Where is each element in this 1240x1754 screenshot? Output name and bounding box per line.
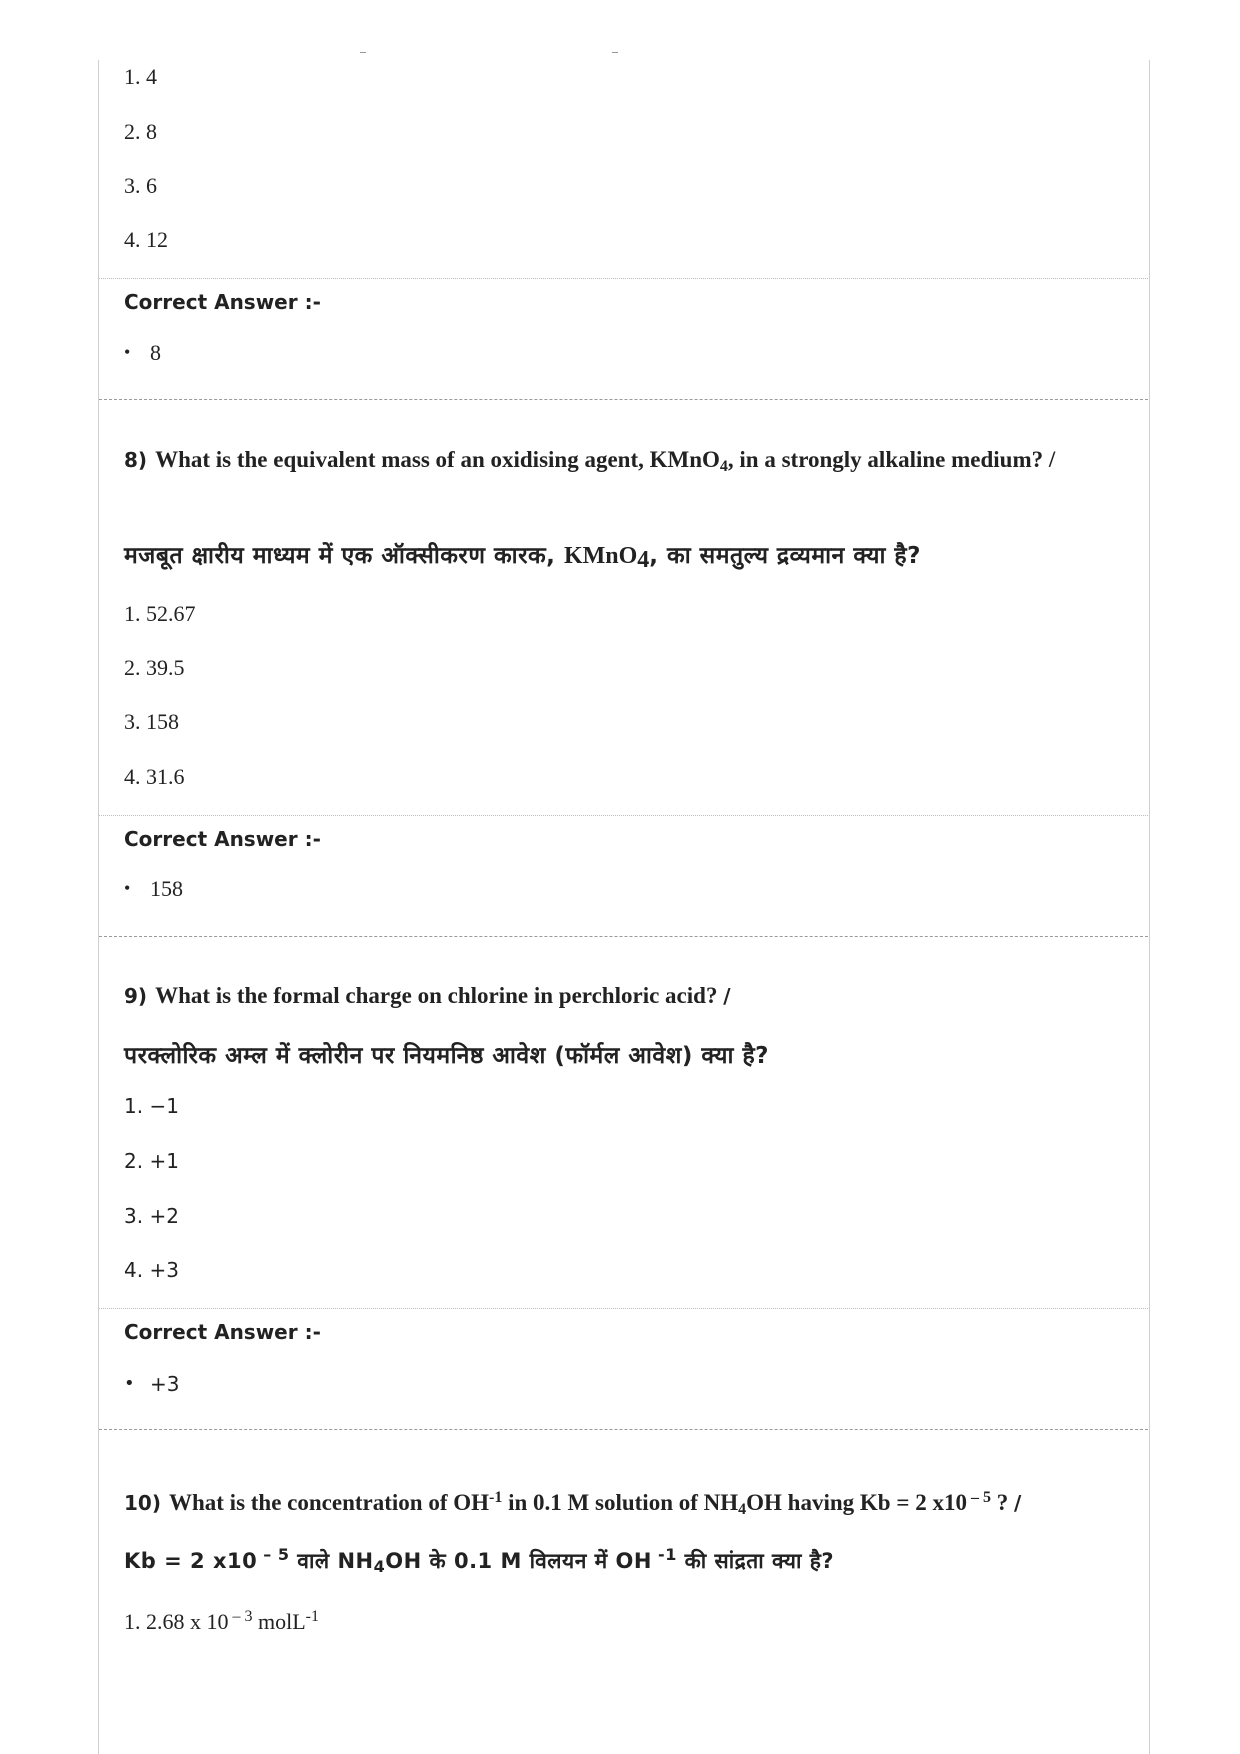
q9-option-1: 1. −1 [124,1094,179,1118]
bullet-icon: • [124,342,131,362]
q8-correct-answer-label: Correct Answer :- [124,827,321,851]
q8-option-4: 4. 31.6 [124,764,185,789]
q7-option-1: 1. 4 [124,64,157,89]
q10-option-1: 1. 2.68 x 10 $^{- 3}$ molL$^{-1}$ [124,1608,319,1634]
q9-option-2: 2. +1 [124,1149,179,1173]
q9-option-3: 3. +2 [124,1204,179,1228]
q7-option-4: 4. 12 [124,227,168,252]
q7-correct-answer-label: Correct Answer :- [124,290,321,314]
q9-question-hindi: परक्लोरिक अम्ल में क्लोरीन पर नियमनिष्ठ आवेश (फॉर्मल आवेश) क्या है? [124,1043,770,1069]
q7-correct-answer: • 8 [124,340,161,365]
question-separator [99,1429,1148,1430]
divider [99,278,1148,279]
q10-question-english: 10) What is the concentration of $OH^{-1}$ in 0.1 M solution of $NH_4OH$ having Kb = 2 x10 $^{- 5}$ ? / [124,1489,1022,1518]
q8-option-2: 2. 39.5 [124,655,185,680]
q7-option-3: 3. 6 [124,173,157,198]
q8-question-english: 8) What is the equivalent mass of an oxidising agent, KMnO$_4$, in a strongly alkaline medium? / [124,447,1056,475]
q9-option-4: 4. +3 [124,1258,179,1282]
question-separator [99,399,1148,400]
q9-correct-answer-label: Correct Answer :- [124,1320,321,1344]
q8-option-3: 3. 158 [124,709,179,734]
scan-mark [360,52,366,53]
divider [99,1308,1148,1309]
q8-correct-answer: • 158 [124,876,183,901]
q9-question-english: 9) What is the formal charge on chlorine in perchloric acid? / [124,983,731,1008]
q10-question-hindi: Kb = 2 x10 $^{- 5}$ वाले $NH_4OH$ के 0.1 M विलयन में OH $^{-1}$ की सांद्रता क्या है? [124,1545,835,1576]
scan-mark [612,52,618,53]
q7-option-2: 2. 8 [124,119,157,144]
q8-question-hindi: मजबूत क्षारीय माध्यम में एक ऑक्सीकरण कारक, KMnO$_4$, का समतुल्य द्रव्यमान क्या है? [124,543,921,573]
bullet-icon: • [124,1373,135,1394]
bullet-icon: • [124,878,131,898]
q9-correct-answer: • +3 [124,1372,180,1396]
divider [99,815,1148,816]
q8-option-1: 1. 52.67 [124,601,196,626]
question-separator [99,936,1148,937]
